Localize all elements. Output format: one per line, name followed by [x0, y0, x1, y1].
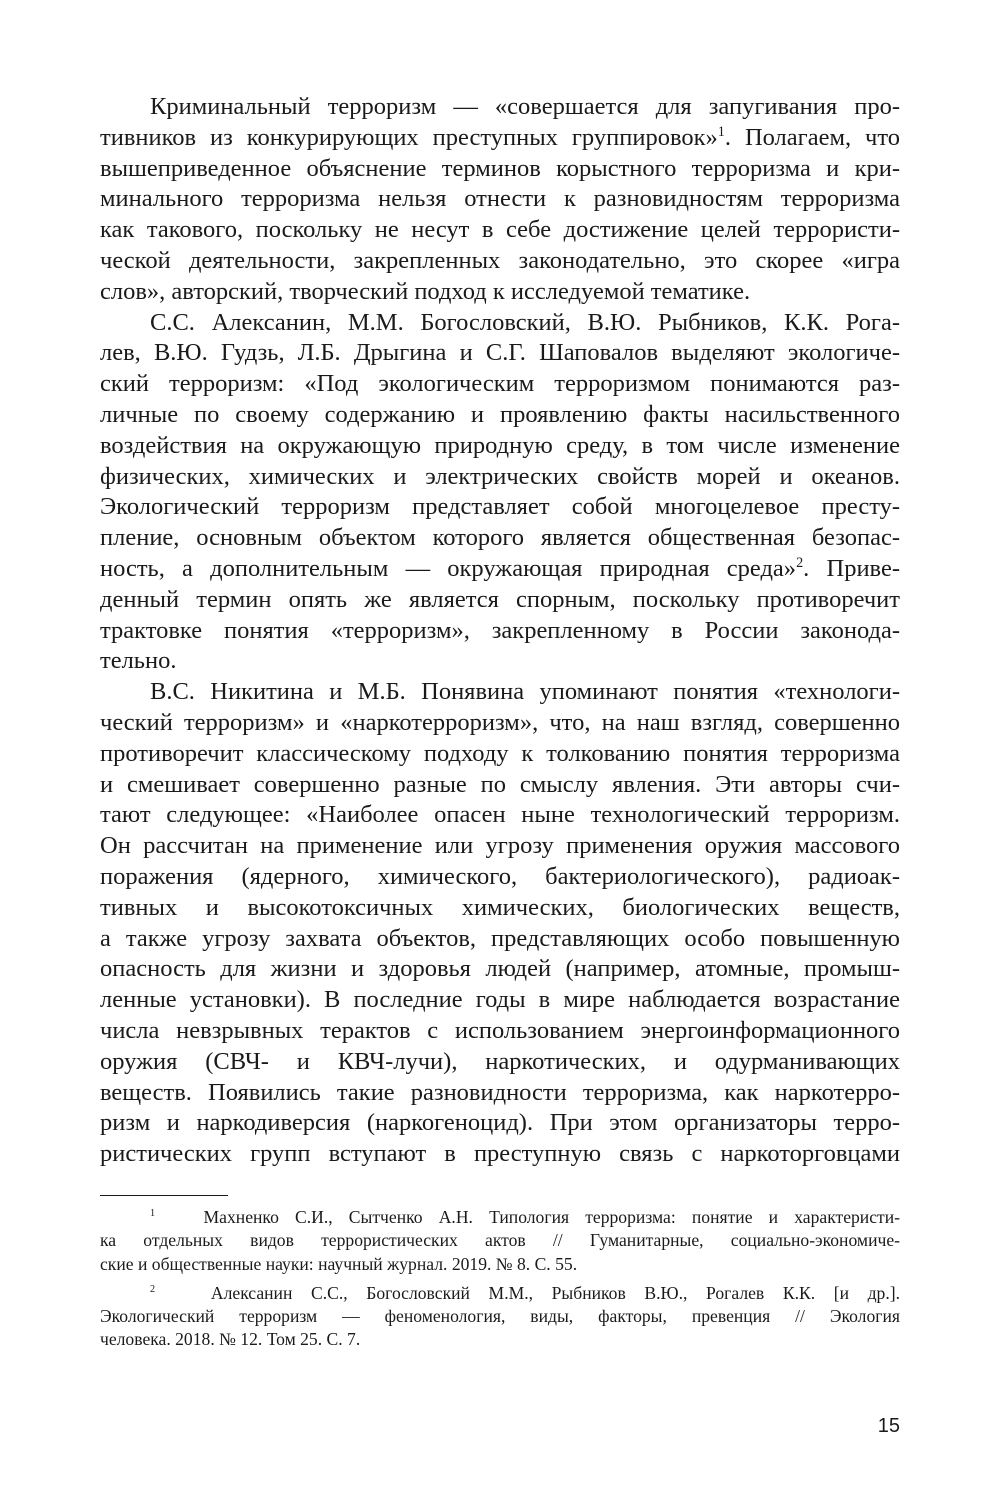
text-line: ность, а дополнительным — окружающая природная среда»$^2$. Приве-: [100, 554, 901, 582]
text-line: как такового, поскольку не несут в себе достижение целей террористи-: [100, 216, 900, 244]
paragraph: [100, 677, 900, 1170]
footnote-line: Экологический терроризм — феноменология, виды, факторы, превенция // Экология: [100, 1306, 900, 1327]
text-line: ческой деятельности, закрепленных законодательно, это скорее «игра: [100, 246, 900, 274]
text-line: поражения (ядерного, химического, бактериологического), радиоак-: [100, 862, 900, 890]
text-line: физических, химических и электрических свойств морей и океанов.: [100, 462, 900, 490]
text-line: ленные установки). В последние годы в мире наблюдается возрастание: [100, 986, 900, 1014]
footnote-line: ка отдельных видов террористических актов // Гуманитарные, социально-экономиче-: [100, 1230, 900, 1251]
footnote-ref[interactable]: 1: [717, 123, 725, 140]
text-line: опасность для жизни и здоровья людей (например, атомные, промыш-: [100, 955, 900, 983]
text-line: веществ. Появились такие разновидности терроризма, как наркотерро-: [100, 1078, 900, 1106]
text-line: трактовке понятия «терроризм», закрепленному в России законода-: [100, 616, 900, 644]
footnotes: [100, 1206, 900, 1352]
footnote-separator: [100, 1195, 228, 1196]
footnote-mark: 2: [150, 1284, 156, 1296]
text-line: воздействия на окружающую природную среду, в том числе изменение: [100, 431, 900, 459]
text-line: ризм и наркодиверсия (наркогеноцид). При этом организаторы терро-: [100, 1109, 900, 1137]
paragraph: [100, 92, 900, 308]
text-line: минального терроризма нельзя отнести к разновидностям терроризма: [100, 185, 900, 213]
text-line: Он рассчитан на применение или угрозу применения оружия массового: [100, 832, 900, 860]
footnote: [100, 1206, 900, 1276]
paragraph: [100, 308, 900, 678]
text-line: оружия (СВЧ- и КВЧ-лучи), наркотических, и одурманивающих: [100, 1047, 900, 1075]
footnote-mark: 1: [150, 1208, 156, 1220]
text-line: пление, основным объектом которого является общественная безопас-: [100, 524, 900, 552]
text-line: числа невзрывных терактов с использованием энергоинформационного: [100, 1016, 900, 1044]
text-line: тивных и высокотоксичных химических, биологических веществ,: [100, 893, 900, 921]
footnote-line: ские и общественные науки: научный журнал. 2019. № 8. С. 55.: [100, 1253, 578, 1274]
text-line: слов», авторский, творческий подход к исследуемой тематике.: [100, 277, 751, 305]
footnote-ref[interactable]: 2: [796, 554, 804, 571]
text-line: тельно.: [100, 647, 177, 675]
page-number: 15: [877, 1415, 900, 1437]
text-line: ческий терроризм» и «наркотерроризм», что, на наш взгляд, совершенно: [100, 708, 900, 736]
text-line: лев, В.Ю. Гудзь, Л.Б. Дрыгина и С.Г. Шаповалов выделяют экологиче-: [100, 339, 900, 367]
footnote-line: $^2$ Алексанин С.С., Богословский М.М., Рыбников В.Ю., Рогалев К.К. [и др.].: [150, 1282, 900, 1303]
text-line: тают следующее: «Наиболее опасен ныне технологический терроризм.: [100, 801, 900, 829]
footnote-line: человека. 2018. № 12. Том 25. С. 7.: [100, 1329, 361, 1350]
text-line: С.С. Алексанин, М.М. Богословский, В.Ю. Рыбников, К.К. Рога-: [150, 308, 900, 336]
text-line: Экологический терроризм представляет собой многоцелевое престу-: [100, 493, 900, 521]
text-line: личные по своему содержанию и проявлению факты насильственного: [100, 400, 900, 428]
footnote: [100, 1282, 900, 1352]
text-line: денный термин опять же является спорным, поскольку противоречит: [100, 585, 900, 613]
text-line: и смешивает совершенно разные по смыслу явления. Эти авторы счи-: [100, 770, 900, 798]
text-line: ристических групп вступают в преступную связь с наркоторговцами: [100, 1140, 900, 1168]
text-line: а также угрозу захвата объектов, представляющих особо повышенную: [100, 924, 900, 952]
text-line: тивников из конкурирующих преступных группировок»$^1$. Полагаем, что: [100, 123, 900, 151]
text-line: вышеприведенное объяснение терминов корыстного терроризма и кри-: [100, 154, 900, 182]
text-line: противоречит классическому подходу к толкованию понятия терроризма: [100, 739, 900, 767]
footnote-line: $^1$ Махненко С.И., Сытченко А.Н. Типология терроризма: понятие и характеристи-: [150, 1207, 900, 1227]
text-line: В.С. Никитина и М.Б. Понявина упоминают понятия «технологи-: [150, 678, 900, 706]
text-line: Криминальный терроризм — «совершается для запугивания про-: [150, 93, 900, 120]
main-text: [100, 92, 900, 1170]
text-line: ский терроризм: «Под экологическим терроризмом понимаются раз-: [100, 370, 900, 398]
